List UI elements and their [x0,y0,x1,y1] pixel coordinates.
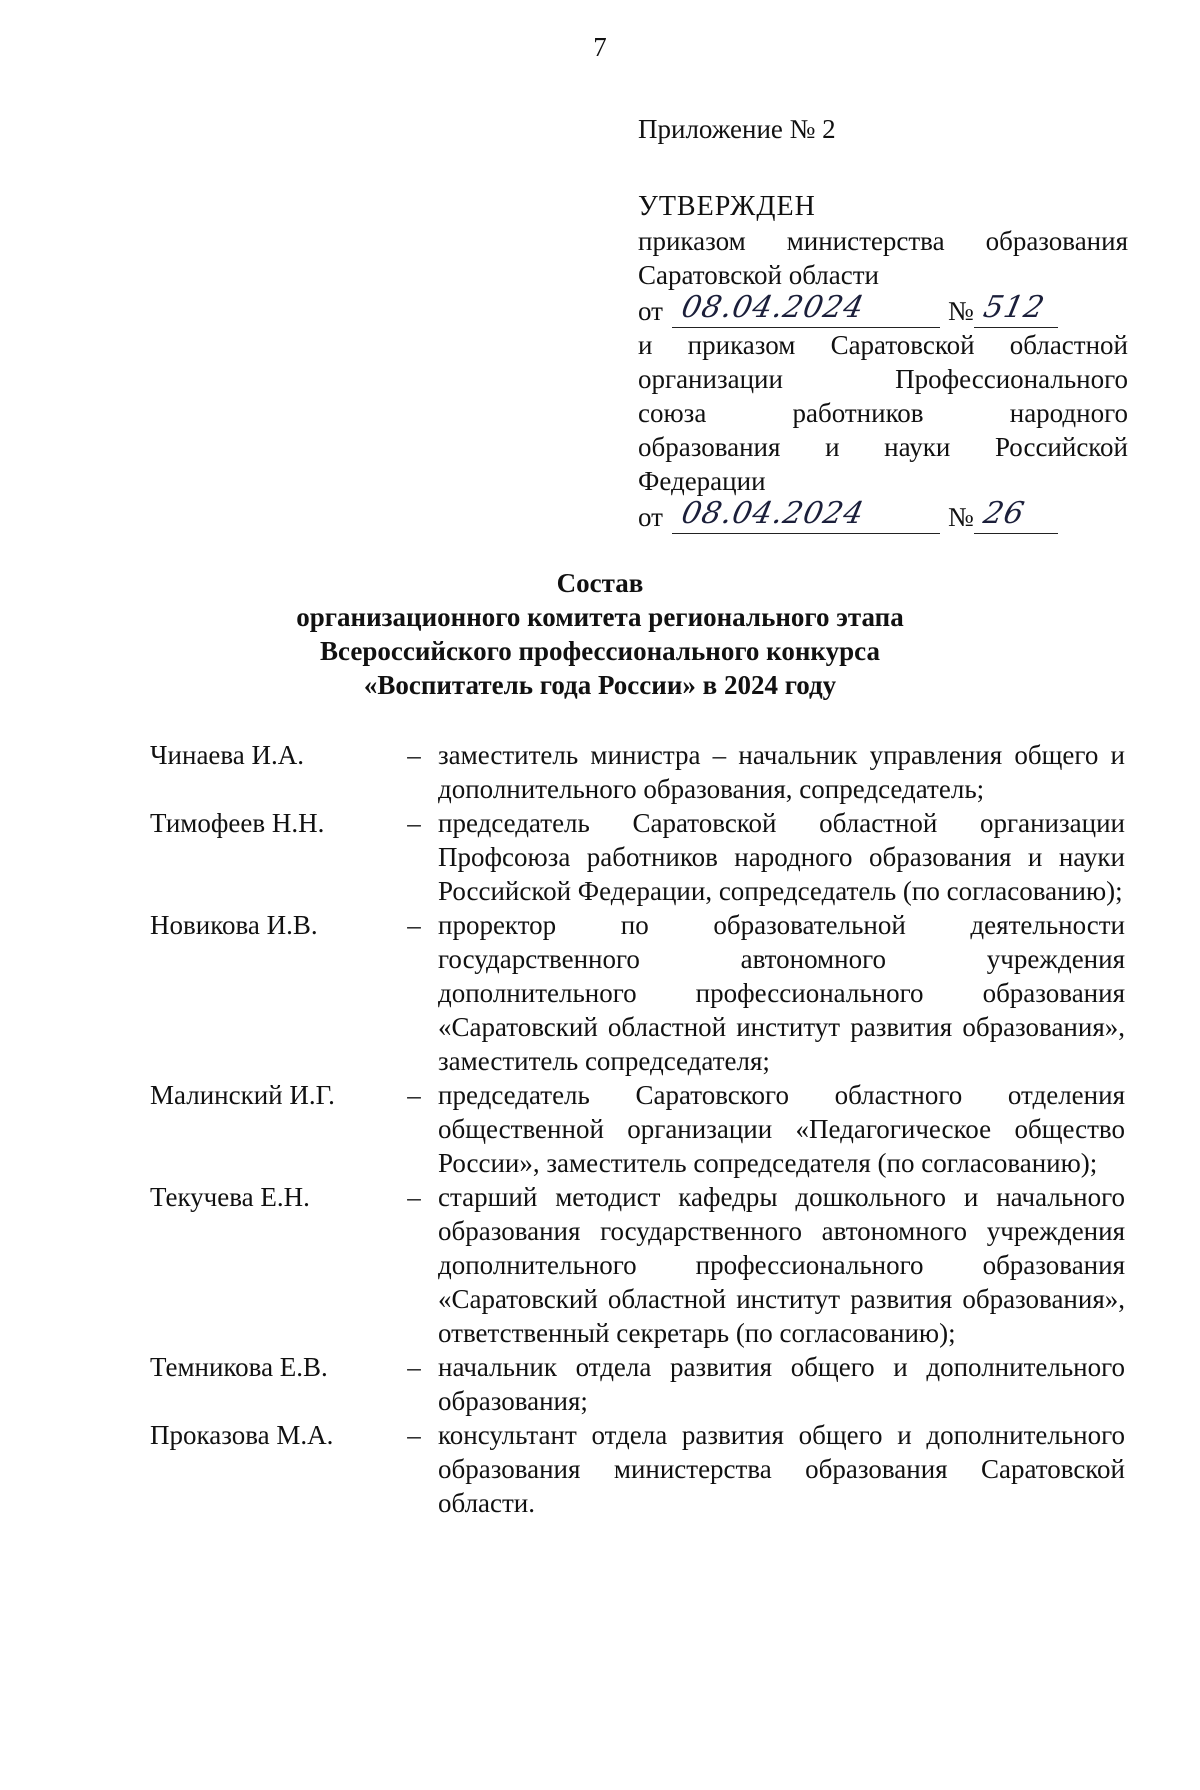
order2-line-5: Федерации [638,466,766,496]
title-line-4: «Воспитатель года России» в 2024 году [363,670,837,700]
member-name: Проказова М.А. [150,1420,334,1450]
order2-line-1: и приказом Саратовской областной [638,330,1128,360]
order2-date-row [638,498,1128,534]
member-dash: – [407,1182,421,1212]
appendix-label: Приложение № 2 [638,114,836,144]
approved-heading: УТВЕРЖДЕН [638,191,816,222]
title-line-1: Состав [556,568,644,598]
order2-line-2: организации Профессионального [638,364,1128,394]
order2-handwritten-date: 08.04.2024 [678,496,868,531]
order1-number-field [974,290,1058,328]
member-name: Малинский И.Г. [150,1080,335,1110]
member-row [150,1350,1125,1418]
member-dash: – [407,910,421,940]
order1-line-2: Саратовской области [638,260,879,290]
order2-line-3: союза работников народного [638,398,1128,428]
member-description: консультант отдела развития общего и дополнительного образования министерства образования Саратовской области. [438,1420,1125,1518]
member-description: председатель Саратовской областной организации Профсоюза работников народного образования и науки Российской Федерации, сопредседатель (по согласованию); [438,808,1125,906]
order1-date-row [638,292,1128,328]
member-description: председатель Саратовского областного отделения общественной организации «Педагогическое общество России», заместитель сопредседателя (по согласованию); [438,1080,1125,1178]
member-dash: – [407,740,421,770]
order2-from-label: от [638,502,663,532]
member-name: Чинаева И.А. [150,740,305,770]
order1-line-1: приказом министерства образования [638,226,1128,256]
member-row [150,908,1125,1078]
member-dash: – [407,1080,421,1110]
member-name: Тимофеев Н.Н. [150,808,325,838]
member-description: заместитель министра – начальник управления общего и дополнительного образования, сопредседатель; [438,740,1125,804]
order2-handwritten-number: 26 [980,496,1028,531]
committee-members-list [150,738,1125,1520]
member-dash: – [407,808,421,838]
member-row [150,806,1125,908]
title-line-2: организационного комитета регионального этапа [296,602,904,632]
order2-date-field [672,496,940,534]
member-dash: – [407,1420,421,1450]
order1-date-field [672,290,940,328]
order2-number-field [974,496,1058,534]
member-description: проректор по образовательной деятельности государственного автономного учреждения дополнительного профессионального образования «Саратовский областной институт развития образования», заместитель сопредседателя; [438,910,1125,1076]
member-row [150,1418,1125,1520]
member-name: Темникова Е.В. [150,1352,328,1382]
order1-handwritten-date: 08.04.2024 [678,290,868,325]
member-name: Текучева Е.Н. [150,1182,310,1212]
approval-block [638,112,1128,534]
member-description: старший методист кафедры дошкольного и начального образования государственного автономного учреждения дополнительного профессионального образования «Саратовский областной институт развития образования», ответственный секретарь (по согласованию); [438,1182,1125,1348]
document-title [0,566,1200,702]
member-row [150,1180,1125,1350]
order2-line-4: образования и науки Российской [638,432,1128,462]
member-row [150,1078,1125,1180]
order2-number-sign: № [948,502,974,532]
order1-number-sign: № [948,296,974,326]
member-name: Новикова И.В. [150,910,318,940]
title-line-3: Всероссийского профессионального конкурса [320,636,880,666]
page-number: 7 [593,32,607,62]
member-row [150,738,1125,806]
order1-handwritten-number: 512 [980,290,1048,325]
member-description: начальник отдела развития общего и дополнительного образования; [438,1352,1125,1416]
order1-from-label: от [638,296,663,326]
member-dash: – [407,1352,421,1382]
